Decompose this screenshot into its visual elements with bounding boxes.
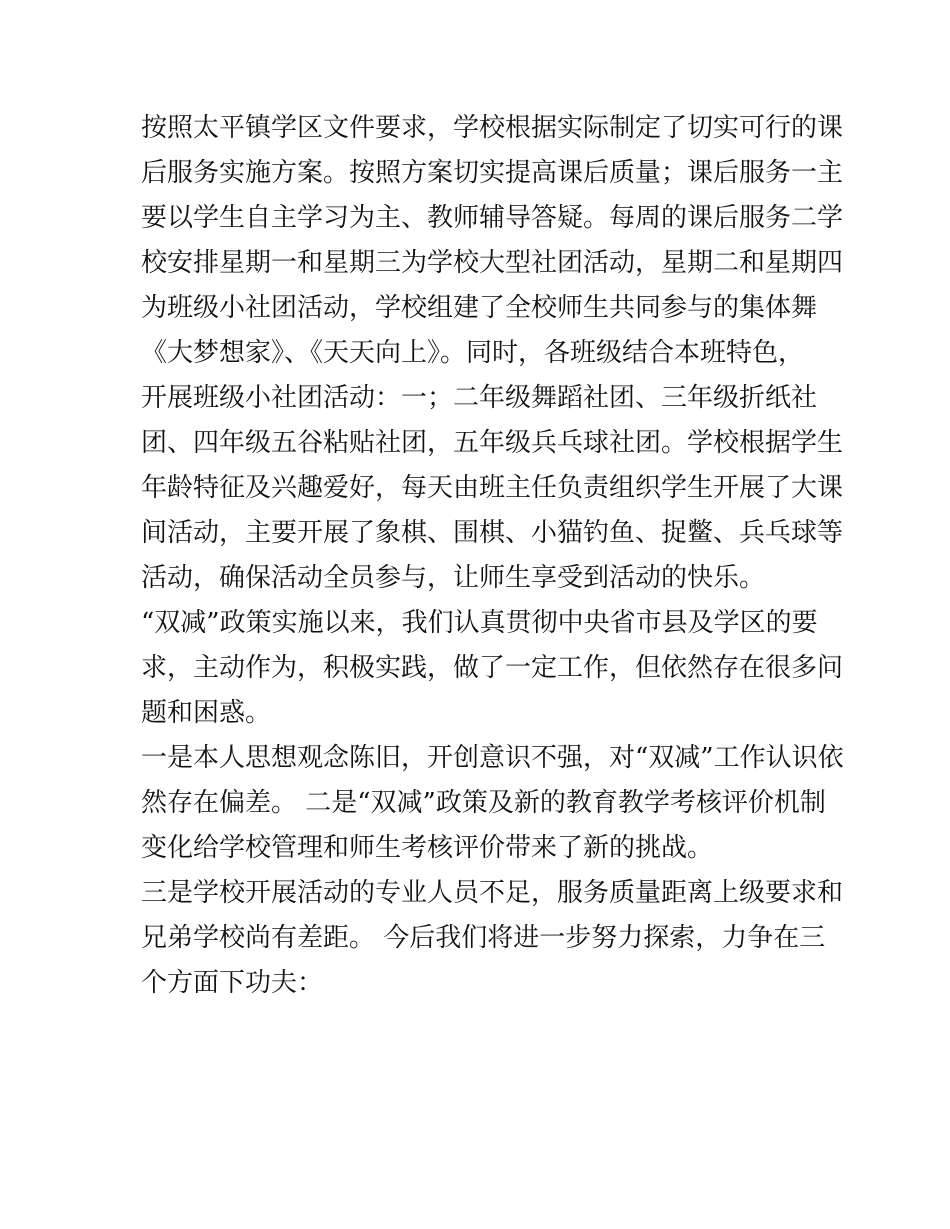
text-line: 后服务实施方案。按照方案切实提高课后质量；课后服务一主 (141, 158, 844, 188)
text-line: 题和困惑。 (141, 698, 272, 728)
text-line: 团、四年级五谷粘贴社团，五年级兵乓球社团。学校根据学生 (141, 428, 844, 458)
body-text (141, 106, 844, 1006)
text-line: 为班级小社团活动，学校组建了全校师生共同参与的集体舞 (141, 293, 818, 323)
text-line: 三是学校开展活动的专业人员不足，服务质量距离上级要求和 (141, 878, 844, 908)
text-line: 《大梦想家》、《天天向上》。同时，各班级结合本班特色， (141, 338, 805, 368)
text-line: 然存在偏差。 二是“双减”政策及新的教育教学考核评价机制 (141, 788, 826, 818)
text-line: “双减”政策实施以来，我们认真贯彻中央省市县及学区的要 (141, 608, 818, 638)
text-line: 活动，确保活动全员参与，让师生享受到活动的快乐。 (141, 563, 766, 593)
text-line: 一是本人思想观念陈旧，开创意识不强，对“双减”工作认识依 (141, 743, 844, 773)
text-line: 按照太平镇学区文件要求，学校根据实际制定了切实可行的课 (141, 113, 844, 143)
text-line: 校安排星期一和星期三为学校大型社团活动，星期二和星期四 (141, 248, 844, 278)
text-line: 兄弟学校尚有差距。 今后我们将进一步努力探索，力争在三 (141, 923, 826, 953)
text-line: 要以学生自主学习为主、教师辅导答疑。每周的课后服务二学 (141, 203, 844, 233)
text-line: 变化给学校管理和师生考核评价带来了新的挑战。 (141, 833, 714, 863)
text-line: 开展班级小社团活动：一；二年级舞蹈社团、三年级折纸社 (141, 383, 818, 413)
text-line: 间活动，主要开展了象棋、围棋、小猫钓鱼、捉鳖、兵乓球等 (141, 518, 844, 548)
text-line: 求，主动作为，积极实践，做了一定工作，但依然存在很多问 (141, 653, 844, 683)
text-line: 个方面下功夫： (141, 968, 324, 998)
text-line: 年龄特征及兴趣爱好，每天由班主任负责组织学生开展了大课 (141, 473, 844, 503)
